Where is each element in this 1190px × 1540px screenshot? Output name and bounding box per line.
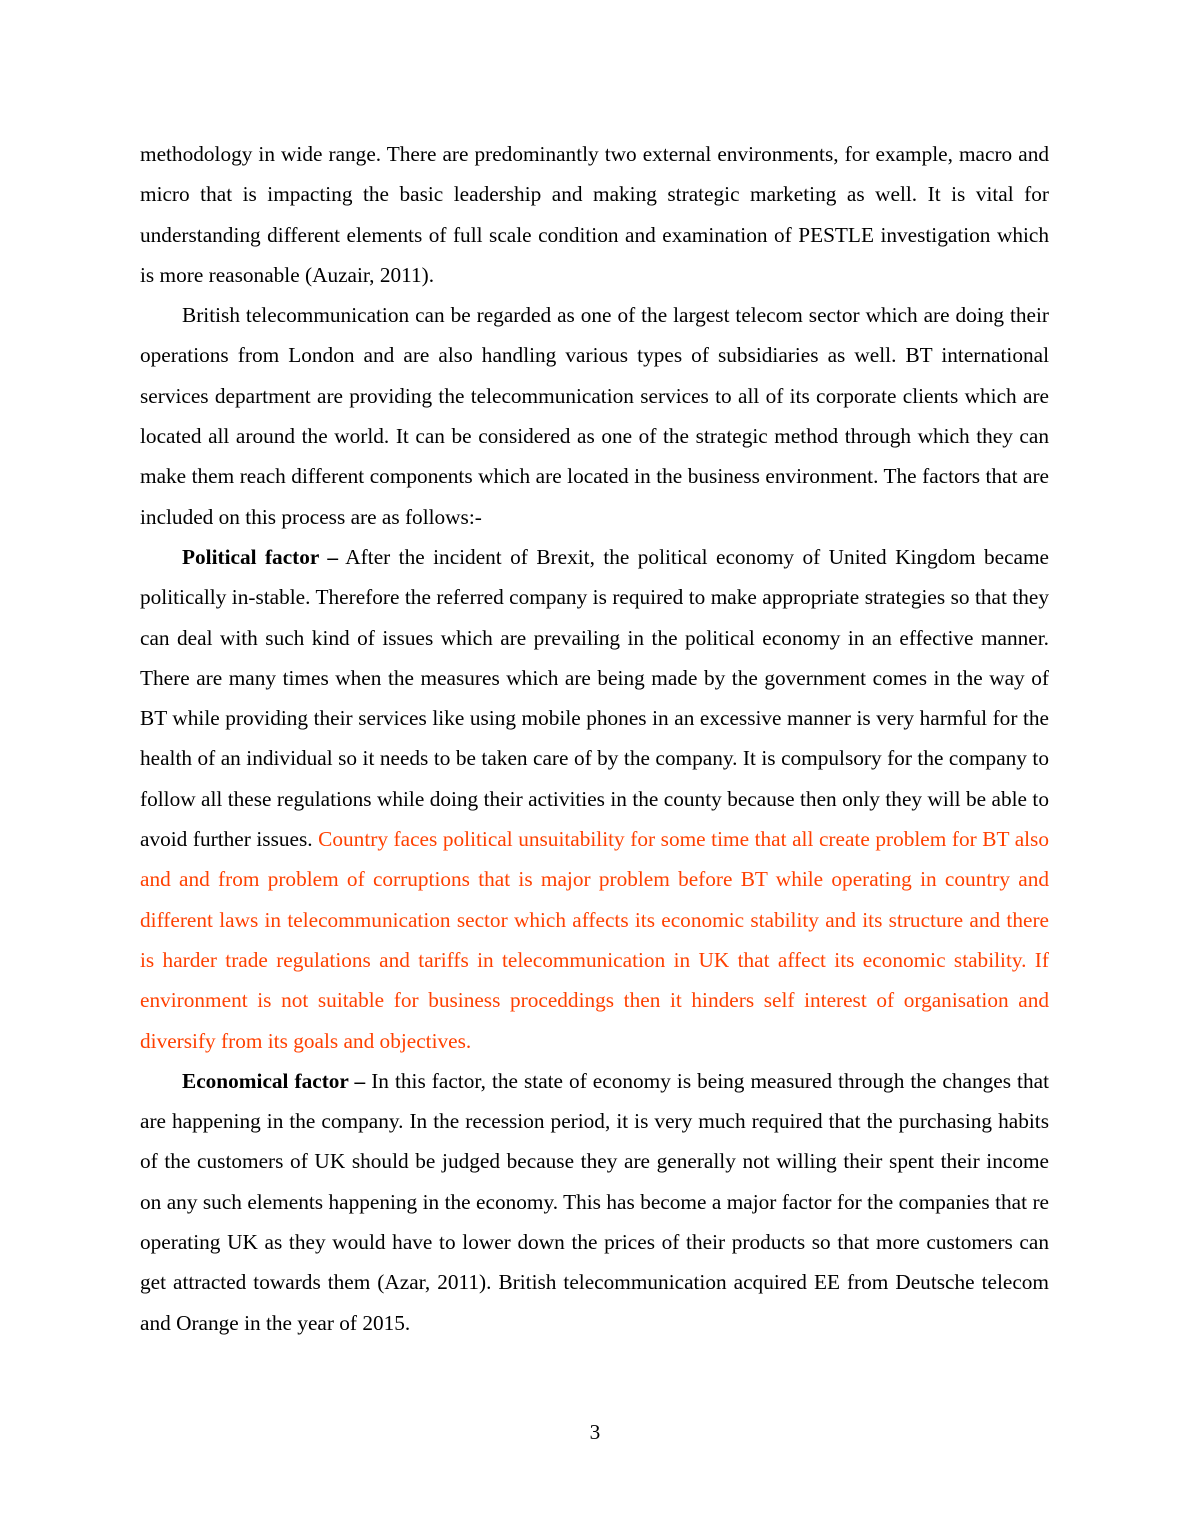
political-factor-text: After the incident of Brexit, the political economy of United Kingdom became politically in-stable. Therefore the referred company is required to make appropriate strategies so that they can deal with such kind of issues which are prevailing in the political economy in an effective manner. There are many times when the measures which are being made by the government comes in the way of BT while providing their services like using mobile phones in an excessive manner is very harmful for the health of an individual so it needs to be taken care of by the company. It is compulsory for the company to follow all these regulations while doing their activities in the county because then only they will be able to avoid further issues. xyxy=(140,544,1049,852)
economical-factor-heading: Economical factor – xyxy=(182,1068,366,1093)
paragraph-text: British telecommunication can be regarded as one of the largest telecom sector which are doing their operations from London and are also handling various types of subsidiaries as well. BT international services department are providing the telecommunication services to all of its corporate clients which are located all around the world. It can be considered as one of the strategic method through which they can make them reach different components which are located in the business environment. The factors that are included on this process are as follows:- xyxy=(140,303,1049,529)
document-body xyxy=(140,134,1049,1343)
page-number: 3 xyxy=(589,1420,601,1444)
paragraph-british-telecommunication xyxy=(140,295,1049,537)
political-factor-heading: Political factor – xyxy=(182,544,339,569)
political-factor-highlighted-text: Country faces political unsuitability for some time that all create problem for BT also and and from problem of corruptions that is major problem before BT while operating in country and different laws in telecommunication sector which affects its economic stability and its structure and there is harder trade regulations and tariffs in telecommunication in UK that affect its economic stability. If environment is not suitable for business proceddings then it hinders self interest of organisation and diversify from its goals and objectives. xyxy=(140,827,1049,1053)
economical-factor-text: In this factor, the state of economy is being measured through the changes that are happening in the company. In the recession period, it is very much required that the purchasing habits of the customers of UK should be judged because they are generally not willing their spent their income on any such elements happening in the economy. This has become a major factor for the companies that re operating UK as they would have to lower down the prices of their products so that more customers can get attracted towards them (Azar, 2011). British telecommunication acquired EE from Deutsche telecom and Orange in the year of 2015. xyxy=(140,1068,1049,1335)
paragraph-methodology xyxy=(140,134,1049,295)
paragraph-economical-factor xyxy=(140,1061,1049,1343)
paragraph-text: methodology in wide range. There are predominantly two external environments, for example, macro and micro that is impacting the basic leadership and making strategic marketing as well. It is vital for understanding different elements of full scale condition and examination of PESTLE investigation which is more reasonable (Auzair, 2011). xyxy=(140,142,1049,287)
paragraph-political-factor xyxy=(140,537,1049,1061)
